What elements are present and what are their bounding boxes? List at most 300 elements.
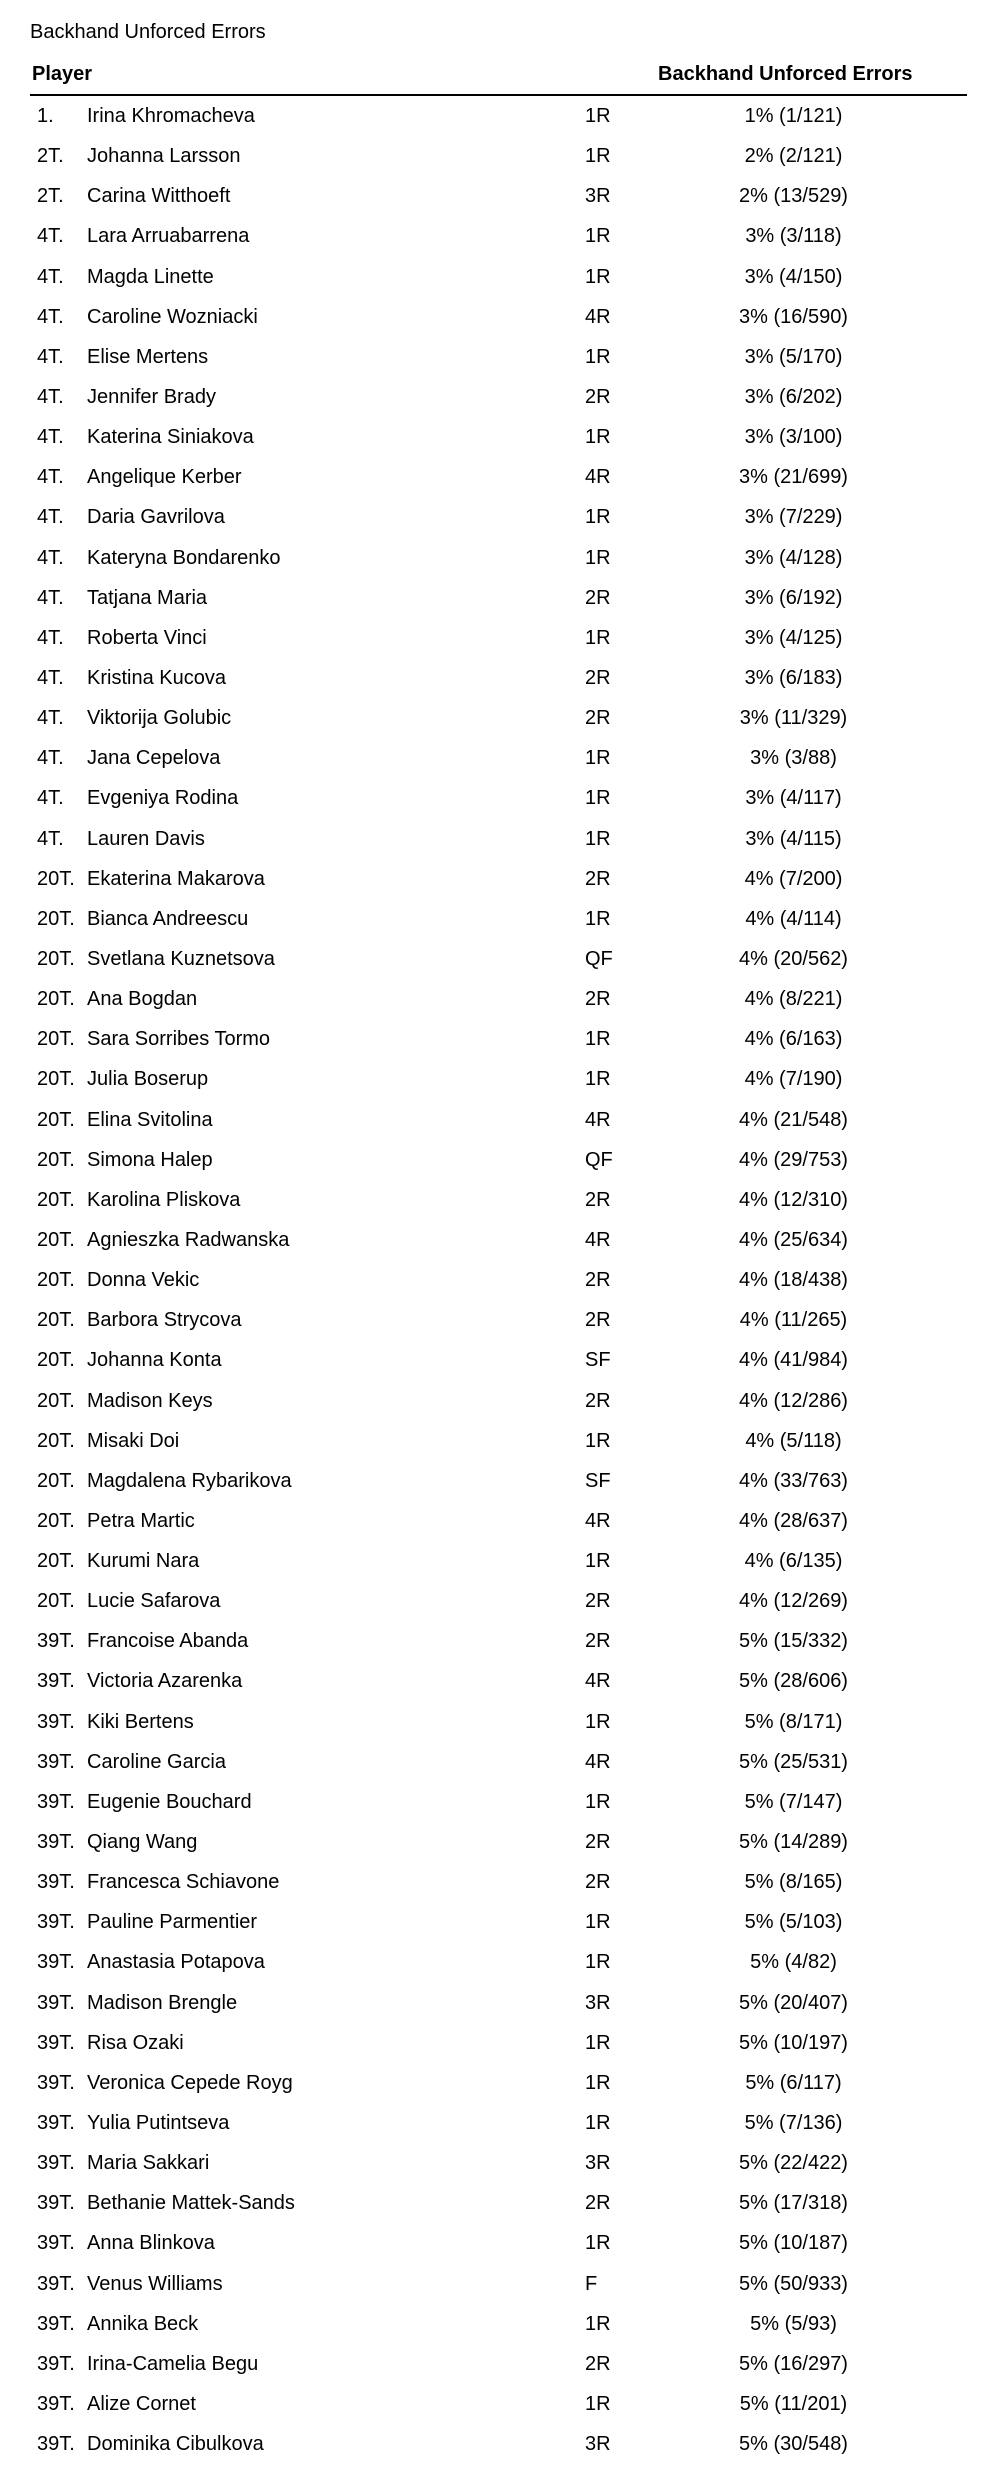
- round-cell: 1R: [585, 2232, 611, 2255]
- player-name-cell: Julia Boserup: [87, 1068, 209, 1091]
- error-rate-cell: 5% (25/531): [739, 1750, 848, 1773]
- error-rate-cell: 5% (10/197): [739, 2031, 848, 2054]
- round-cell: 1R: [585, 2393, 611, 2416]
- player-name-cell: Francesca Schiavone: [87, 1871, 280, 1894]
- table-row: [30, 1702, 967, 1742]
- player-name-cell: Irina Khromacheva: [87, 105, 255, 127]
- player-name-cell: Simona Halep: [87, 1148, 213, 1171]
- rank-cell: 20T.: [37, 1509, 75, 1532]
- table-row: [30, 2264, 967, 2304]
- player-name-cell: Pauline Parmentier: [87, 1911, 258, 1934]
- table-row: [30, 1220, 967, 1260]
- rank-cell: 20T.: [37, 907, 75, 930]
- rank-cell: 4T.: [37, 305, 64, 328]
- player-name-cell: Bianca Andreescu: [87, 907, 249, 930]
- player-name-cell: Venus Williams: [87, 2272, 223, 2295]
- player-name-cell: Francoise Abanda: [87, 1630, 249, 1653]
- table-row: [30, 2304, 967, 2344]
- round-cell: 4R: [585, 1108, 611, 1131]
- round-cell: 1R: [585, 546, 611, 569]
- round-cell: 1R: [585, 1068, 611, 1091]
- error-rate-cell: 4% (12/269): [739, 1590, 848, 1613]
- rank-cell: 20T.: [37, 1550, 75, 1573]
- round-cell: 1R: [585, 1790, 611, 1813]
- table-row: [30, 1621, 967, 1661]
- rank-cell: 39T.: [37, 1670, 75, 1693]
- player-name-cell: Anastasia Potapova: [87, 1951, 265, 1974]
- error-rate-cell: 3% (4/150): [744, 265, 843, 288]
- error-rate-cell: 4% (5/118): [745, 1429, 842, 1452]
- table-row: [30, 698, 967, 738]
- rank-cell: 20T.: [37, 1188, 75, 1211]
- table-row: [30, 1100, 967, 1140]
- table-row: [30, 1822, 967, 1862]
- rank-cell: 20T.: [37, 947, 75, 970]
- table-row: [30, 859, 967, 899]
- player-name-cell: Elise Mertens: [87, 345, 209, 368]
- round-cell: 1R: [585, 2312, 611, 2335]
- table-row: [30, 899, 967, 939]
- rank-cell: 39T.: [37, 1871, 75, 1894]
- rank-cell: 4T.: [37, 466, 64, 489]
- round-cell: 2R: [585, 1630, 611, 1653]
- error-rate-cell: 5% (8/171): [744, 1710, 843, 1733]
- table-row: [30, 578, 967, 618]
- table-row: [30, 176, 967, 216]
- table-row: [30, 1581, 967, 1621]
- table-row: [30, 216, 967, 256]
- rank-cell: 39T.: [37, 2433, 75, 2456]
- round-cell: 2R: [585, 586, 611, 609]
- player-name-cell: Alize Cornet: [87, 2393, 196, 2416]
- player-name-cell: Svetlana Kuznetsova: [87, 947, 275, 970]
- error-rate-cell: 4% (4/114): [745, 907, 842, 930]
- table-header: [30, 58, 967, 96]
- round-cell: 4R: [585, 1228, 611, 1251]
- round-cell: 1R: [585, 787, 611, 810]
- player-name-cell: Caroline Wozniacki: [87, 305, 258, 328]
- error-rate-cell: 4% (20/562): [739, 947, 848, 970]
- error-rate-cell: 3% (7/229): [744, 506, 843, 529]
- round-cell: 1R: [585, 1429, 611, 1452]
- player-name-cell: Maria Sakkari: [87, 2152, 210, 2175]
- table-row: [30, 497, 967, 537]
- table-row: [30, 2424, 967, 2464]
- error-rate-cell: 3% (5/170): [744, 345, 843, 368]
- error-rate-cell: 4% (29/753): [739, 1148, 848, 1171]
- rank-cell: 20T.: [37, 1269, 75, 1292]
- player-name-cell: Annika Beck: [87, 2312, 199, 2335]
- round-cell: 1R: [585, 1710, 611, 1733]
- round-cell: 1R: [585, 747, 611, 770]
- error-rate-cell: 3% (6/183): [744, 666, 843, 689]
- rank-cell: 39T.: [37, 1750, 75, 1773]
- table-row: [30, 136, 967, 176]
- error-rate-cell: 5% (7/147): [744, 1790, 843, 1813]
- player-name-cell: Madison Brengle: [87, 1991, 238, 2014]
- table-row: [30, 2143, 967, 2183]
- round-cell: 4R: [585, 466, 611, 489]
- table-row: [30, 96, 967, 136]
- table-row: [30, 1541, 967, 1581]
- table-row: [30, 819, 967, 859]
- round-cell: 2R: [585, 1269, 611, 1292]
- round-cell: 2R: [585, 988, 611, 1011]
- error-rate-cell: 5% (14/289): [739, 1831, 848, 1854]
- error-rate-cell: 3% (6/192): [744, 586, 843, 609]
- table-row: [30, 1461, 967, 1501]
- table-body: [30, 96, 967, 2464]
- error-rate-cell: 4% (11/265): [739, 1309, 848, 1332]
- rank-cell: 4T.: [37, 586, 64, 609]
- round-cell: 3R: [585, 1991, 611, 2014]
- player-name-cell: Lucie Safarova: [87, 1590, 221, 1613]
- player-name-cell: Jennifer Brady: [87, 385, 216, 408]
- error-rate-cell: 1% (1/121): [744, 105, 843, 127]
- player-name-cell: Karolina Pliskova: [87, 1188, 241, 1211]
- player-name-cell: Anna Blinkova: [87, 2232, 215, 2255]
- rank-cell: 4T.: [37, 626, 64, 649]
- rank-cell: 39T.: [37, 2031, 75, 2054]
- table-row: [30, 417, 967, 457]
- player-name-cell: Lara Arruabarrena: [87, 225, 250, 248]
- rank-cell: 1.: [37, 105, 54, 127]
- error-rate-cell: 5% (28/606): [739, 1670, 848, 1693]
- rank-cell: 39T.: [37, 1911, 75, 1934]
- player-name-cell: Johanna Larsson: [87, 145, 241, 168]
- round-cell: F: [585, 2272, 598, 2295]
- round-cell: 1R: [585, 345, 611, 368]
- rank-cell: 39T.: [37, 1951, 75, 1974]
- player-name-cell: Victoria Azarenka: [87, 1670, 243, 1693]
- round-cell: 1R: [585, 145, 611, 168]
- rank-cell: 20T.: [37, 867, 75, 890]
- player-name-cell: Jana Cepelova: [87, 747, 221, 770]
- table-row: [30, 1983, 967, 2023]
- player-name-cell: Risa Ozaki: [87, 2031, 184, 2054]
- player-name-cell: Angelique Kerber: [87, 466, 242, 489]
- error-rate-cell: 5% (20/407): [739, 1991, 848, 2014]
- player-name-cell: Madison Keys: [87, 1389, 213, 1412]
- round-cell: 2R: [585, 2352, 611, 2375]
- table-row: [30, 2223, 967, 2263]
- round-cell: 2R: [585, 2192, 611, 2215]
- rank-cell: 39T.: [37, 2192, 75, 2215]
- rank-cell: 39T.: [37, 1790, 75, 1813]
- player-name-cell: Barbora Strycova: [87, 1309, 242, 1332]
- round-cell: 2R: [585, 666, 611, 689]
- error-rate-cell: 4% (12/310): [739, 1188, 848, 1211]
- table-row: [30, 1862, 967, 1902]
- rank-cell: 39T.: [37, 2112, 75, 2135]
- round-cell: 3R: [585, 185, 611, 208]
- round-cell: 3R: [585, 2152, 611, 2175]
- rank-cell: 4T.: [37, 787, 64, 810]
- error-rate-cell: 2% (13/529): [739, 185, 848, 208]
- rank-cell: 4T.: [37, 385, 64, 408]
- stats-table: [30, 58, 967, 2464]
- rank-cell: 20T.: [37, 1068, 75, 1091]
- round-cell: 1R: [585, 827, 611, 850]
- round-cell: 4R: [585, 1750, 611, 1773]
- player-name-cell: Tatjana Maria: [87, 586, 208, 609]
- rank-cell: 20T.: [37, 988, 75, 1011]
- round-cell: 1R: [585, 1550, 611, 1573]
- player-name-cell: Veronica Cepede Royg: [87, 2071, 293, 2094]
- rank-cell: 4T.: [37, 225, 64, 248]
- error-rate-cell: 3% (3/118): [745, 225, 842, 248]
- rank-cell: 4T.: [37, 666, 64, 689]
- round-cell: 1R: [585, 2071, 611, 2094]
- rank-cell: 39T.: [37, 2312, 75, 2335]
- error-rate-cell: 2% (2/121): [744, 145, 843, 168]
- rank-cell: 39T.: [37, 1991, 75, 2014]
- player-name-cell: Katerina Siniakova: [87, 426, 254, 449]
- player-name-cell: Ana Bogdan: [87, 988, 198, 1011]
- page-title: Backhand Unforced Errors: [30, 21, 266, 43]
- rank-cell: 4T.: [37, 827, 64, 850]
- error-rate-cell: 3% (4/125): [744, 626, 843, 649]
- round-cell: 1R: [585, 105, 611, 127]
- round-cell: 3R: [585, 2433, 611, 2456]
- round-cell: 1R: [585, 426, 611, 449]
- table-row: [30, 1942, 967, 1982]
- round-cell: 2R: [585, 1389, 611, 1412]
- round-cell: QF: [585, 1148, 613, 1171]
- player-name-cell: Bethanie Mattek-Sands: [87, 2192, 295, 2215]
- table-row: [30, 1782, 967, 1822]
- rank-cell: 4T.: [37, 747, 64, 770]
- error-rate-cell: 4% (41/984): [739, 1349, 848, 1372]
- rank-cell: 20T.: [37, 1429, 75, 1452]
- error-rate-cell: 5% (15/332): [739, 1630, 848, 1653]
- table-row: [30, 939, 967, 979]
- table-row: [30, 1140, 967, 1180]
- rank-cell: 4T.: [37, 506, 64, 529]
- error-rate-cell: 3% (21/699): [739, 466, 848, 489]
- table-row: [30, 738, 967, 778]
- player-name-cell: Roberta Vinci: [87, 626, 207, 649]
- table-row: [30, 377, 967, 417]
- rank-cell: 39T.: [37, 2071, 75, 2094]
- round-cell: 1R: [585, 225, 611, 248]
- table-row: [30, 2384, 967, 2424]
- rank-cell: 4T.: [37, 707, 64, 730]
- round-cell: 2R: [585, 1871, 611, 1894]
- round-cell: SF: [585, 1349, 611, 1372]
- table-row: [30, 979, 967, 1019]
- error-rate-cell: 5% (17/318): [739, 2192, 848, 2215]
- rank-cell: 2T.: [37, 145, 64, 168]
- table-row: [30, 2183, 967, 2223]
- error-rate-cell: 4% (33/763): [739, 1469, 848, 1492]
- round-cell: 1R: [585, 265, 611, 288]
- table-row: [30, 2023, 967, 2063]
- rank-cell: 20T.: [37, 1108, 75, 1131]
- player-name-cell: Kiki Bertens: [87, 1710, 194, 1733]
- table-row: [30, 2344, 967, 2384]
- player-name-cell: Irina-Camelia Begu: [87, 2352, 259, 2375]
- table-row: [30, 538, 967, 578]
- table-row: [30, 1300, 967, 1340]
- table-row: [30, 1742, 967, 1782]
- error-rate-cell: 5% (4/82): [750, 1951, 837, 1974]
- table-row: [30, 337, 967, 377]
- rank-cell: 39T.: [37, 1630, 75, 1653]
- error-rate-cell: 3% (3/100): [744, 426, 843, 449]
- table-row: [30, 1501, 967, 1541]
- error-rate-cell: 3% (16/590): [739, 305, 848, 328]
- round-cell: QF: [585, 947, 613, 970]
- error-rate-cell: 4% (18/438): [739, 1269, 848, 1292]
- error-rate-cell: 3% (11/329): [739, 707, 848, 730]
- column-header-backhand-unforced-errors[interactable]: Backhand Unforced Errors: [658, 63, 913, 85]
- table-row: [30, 658, 967, 698]
- player-name-cell: Lauren Davis: [87, 827, 205, 850]
- player-name-cell: Daria Gavrilova: [87, 506, 225, 529]
- player-name-cell: Magdalena Rybarikova: [87, 1469, 292, 1492]
- rank-cell: 39T.: [37, 2152, 75, 2175]
- player-name-cell: Misaki Doi: [87, 1429, 180, 1452]
- error-rate-cell: 4% (25/634): [739, 1228, 848, 1251]
- table-row: [30, 257, 967, 297]
- table-row: [30, 1421, 967, 1461]
- round-cell: 4R: [585, 1670, 611, 1693]
- round-cell: 1R: [585, 2031, 611, 2054]
- player-name-cell: Johanna Konta: [87, 1349, 222, 1372]
- rank-cell: 39T.: [37, 1710, 75, 1733]
- rank-cell: 20T.: [37, 1590, 75, 1613]
- table-row: [30, 1180, 967, 1220]
- error-rate-cell: 5% (5/103): [744, 1911, 843, 1934]
- round-cell: 2R: [585, 1831, 611, 1854]
- table-row: [30, 1661, 967, 1701]
- error-rate-cell: 3% (4/115): [745, 827, 842, 850]
- error-rate-cell: 5% (5/93): [750, 2312, 837, 2335]
- player-name-cell: Kateryna Bondarenko: [87, 546, 281, 569]
- error-rate-cell: 4% (7/190): [744, 1068, 843, 1091]
- table-row: [30, 1902, 967, 1942]
- round-cell: 2R: [585, 385, 611, 408]
- rank-cell: 39T.: [37, 2232, 75, 2255]
- error-rate-cell: 4% (8/221): [744, 988, 843, 1011]
- round-cell: 1R: [585, 907, 611, 930]
- table-row: [30, 2103, 967, 2143]
- round-cell: 4R: [585, 1509, 611, 1532]
- error-rate-cell: 5% (16/297): [739, 2352, 848, 2375]
- error-rate-cell: 3% (4/128): [744, 546, 843, 569]
- round-cell: 2R: [585, 867, 611, 890]
- error-rate-cell: 3% (3/88): [750, 747, 837, 770]
- table-row: [30, 1381, 967, 1421]
- player-name-cell: Viktorija Golubic: [87, 707, 232, 730]
- error-rate-cell: 5% (7/136): [744, 2112, 843, 2135]
- round-cell: 2R: [585, 1188, 611, 1211]
- player-name-cell: Elina Svitolina: [87, 1108, 213, 1131]
- player-name-cell: Petra Martic: [87, 1509, 195, 1532]
- player-name-cell: Dominika Cibulkova: [87, 2433, 264, 2456]
- table-row: [30, 297, 967, 337]
- column-header-player[interactable]: Player: [32, 63, 93, 85]
- table-row: [30, 457, 967, 497]
- rank-cell: 4T.: [37, 345, 64, 368]
- rank-cell: 39T.: [37, 2393, 75, 2416]
- player-name-cell: Yulia Putintseva: [87, 2112, 230, 2135]
- round-cell: 2R: [585, 707, 611, 730]
- player-name-cell: Carina Witthoeft: [87, 185, 231, 208]
- player-name-cell: Donna Vekic: [87, 1269, 200, 1292]
- player-name-cell: Sara Sorribes Tormo: [87, 1028, 271, 1051]
- rank-cell: 2T.: [37, 185, 64, 208]
- round-cell: SF: [585, 1469, 611, 1492]
- rank-cell: 20T.: [37, 1148, 75, 1171]
- table-row: [30, 2063, 967, 2103]
- player-name-cell: Caroline Garcia: [87, 1750, 226, 1773]
- rank-cell: 39T.: [37, 2272, 75, 2295]
- player-name-cell: Agnieszka Radwanska: [87, 1228, 290, 1251]
- error-rate-cell: 4% (28/637): [739, 1509, 848, 1532]
- rank-cell: 39T.: [37, 1831, 75, 1854]
- error-rate-cell: 5% (50/933): [739, 2272, 848, 2295]
- round-cell: 1R: [585, 1911, 611, 1934]
- rank-cell: 4T.: [37, 546, 64, 569]
- player-name-cell: Magda Linette: [87, 265, 214, 288]
- player-name-cell: Eugenie Bouchard: [87, 1790, 252, 1813]
- error-rate-cell: 5% (10/187): [739, 2232, 848, 2255]
- round-cell: 1R: [585, 2112, 611, 2135]
- error-rate-cell: 4% (7/200): [744, 867, 843, 890]
- error-rate-cell: 4% (12/286): [739, 1389, 848, 1412]
- player-name-cell: Kurumi Nara: [87, 1550, 200, 1573]
- rank-cell: 20T.: [37, 1349, 75, 1372]
- round-cell: 1R: [585, 506, 611, 529]
- table-row: [30, 1340, 967, 1380]
- player-name-cell: Kristina Kucova: [87, 666, 226, 689]
- error-rate-cell: 3% (4/117): [745, 787, 842, 810]
- rank-cell: 4T.: [37, 426, 64, 449]
- player-name-cell: Evgeniya Rodina: [87, 787, 239, 810]
- error-rate-cell: 3% (6/202): [744, 385, 843, 408]
- round-cell: 2R: [585, 1590, 611, 1613]
- rank-cell: 39T.: [37, 2352, 75, 2375]
- error-rate-cell: 4% (6/135): [744, 1550, 843, 1573]
- error-rate-cell: 4% (6/163): [744, 1028, 843, 1051]
- rank-cell: 20T.: [37, 1028, 75, 1051]
- rank-cell: 20T.: [37, 1309, 75, 1332]
- round-cell: 4R: [585, 305, 611, 328]
- error-rate-cell: 5% (6/117): [745, 2071, 842, 2094]
- rank-cell: 20T.: [37, 1228, 75, 1251]
- error-rate-cell: 5% (22/422): [739, 2152, 848, 2175]
- round-cell: 2R: [585, 1309, 611, 1332]
- player-name-cell: Ekaterina Makarova: [87, 867, 265, 890]
- rank-cell: 20T.: [37, 1469, 75, 1492]
- error-rate-cell: 5% (30/548): [739, 2433, 848, 2456]
- table-row: [30, 1260, 967, 1300]
- round-cell: 1R: [585, 1951, 611, 1974]
- round-cell: 1R: [585, 1028, 611, 1051]
- table-row: [30, 1059, 967, 1099]
- round-cell: 1R: [585, 626, 611, 649]
- rank-cell: 20T.: [37, 1389, 75, 1412]
- error-rate-cell: 5% (11/201): [739, 2393, 848, 2416]
- rank-cell: 4T.: [37, 265, 64, 288]
- table-row: [30, 778, 967, 818]
- player-name-cell: Qiang Wang: [87, 1831, 198, 1854]
- error-rate-cell: 5% (8/165): [744, 1871, 843, 1894]
- table-row: [30, 1019, 967, 1059]
- error-rate-cell: 4% (21/548): [739, 1108, 848, 1131]
